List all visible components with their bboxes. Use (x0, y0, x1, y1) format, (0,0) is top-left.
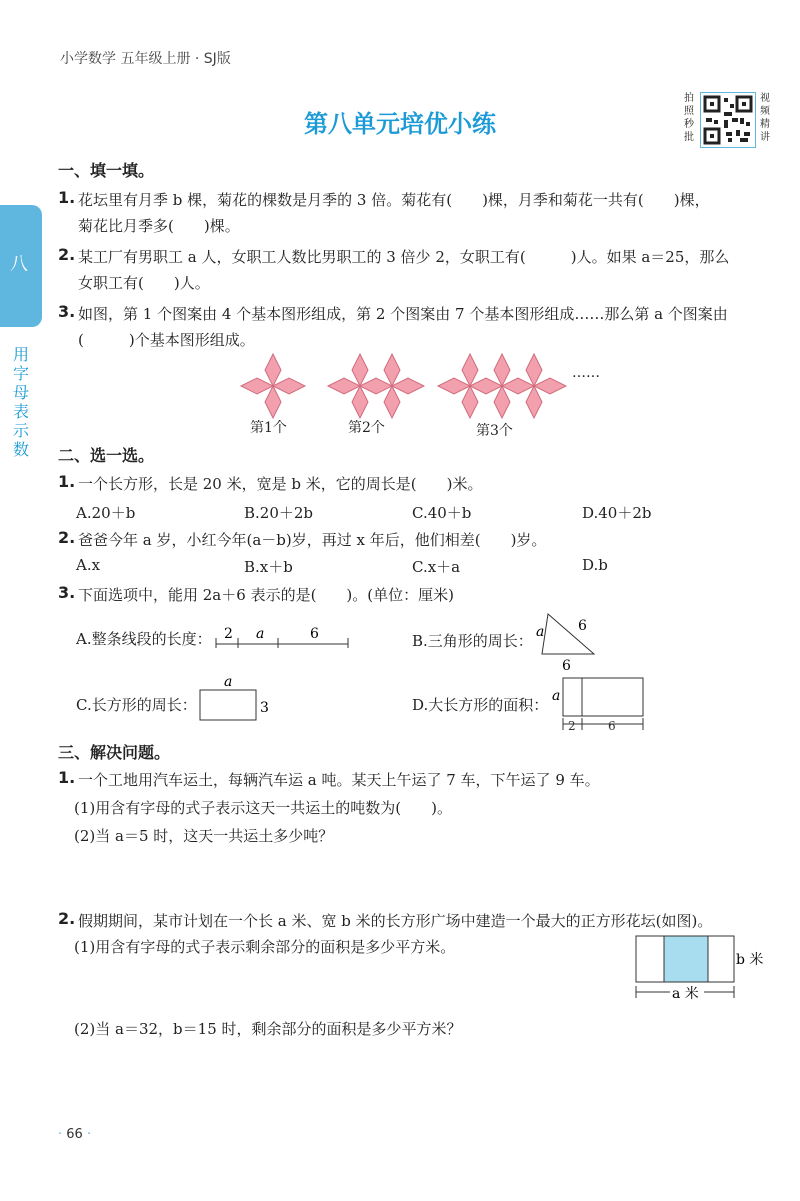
section-heading-fill: 一、填一填。 (58, 161, 155, 180)
rectangle-label-a: a (224, 674, 233, 690)
question-number: 2. (58, 245, 76, 264)
question-number: 2. (58, 909, 76, 928)
question-text: 女职工有( )人。 (78, 274, 210, 292)
option-a[interactable]: A.20＋b (76, 504, 136, 522)
pattern-label-1: 第1个 (250, 420, 287, 436)
sub-question: (1)用含有字母的式子表示这天一共运土的吨数为( )。 (74, 799, 452, 817)
option-d[interactable]: D.大长方形的面积： (412, 696, 549, 714)
triangle-label-a: a (536, 624, 545, 640)
pattern-figure (230, 348, 620, 440)
unit-side-label: 用 字 母 表 示 数 (12, 345, 29, 459)
question-text: 如图，第 1 个图案由 4 个基本图形组成，第 2 个图案由 7 个基本图形组成……那么第 a 个图案由 (78, 305, 728, 323)
question-number: 1. (58, 472, 76, 491)
triangle-figure (530, 608, 610, 672)
question-number: 1. (58, 768, 76, 787)
section-heading-choice: 二、选一选。 (58, 446, 155, 465)
big-rectangle-figure (550, 674, 650, 736)
question-number: 3. (58, 583, 76, 602)
big-rect-label-a: a (552, 688, 561, 704)
question-number: 2. (58, 528, 76, 547)
page-title: 第八单元培优小练 (304, 110, 496, 138)
question-number: 3. (58, 302, 76, 321)
option-c[interactable]: C.x＋a (412, 558, 461, 576)
sub-question: (1)用含有字母的式子表示剩余部分的面积是多少平方米。 (74, 938, 456, 956)
big-rect-label-2: 2 (568, 719, 576, 733)
question-number: 1. (58, 188, 76, 207)
sub-question: (2)当 a＝5 时，这天一共运土多少吨？ (74, 827, 334, 845)
option-a[interactable]: A.整条线段的长度： (76, 630, 212, 648)
question-text: 下面选项中，能用 2a＋6 表示的是( )。(单位：厘米) (78, 586, 454, 604)
page-header: 小学数学 五年级上册 · SJ版 (60, 51, 231, 67)
option-c[interactable]: C.长方形的周长： (76, 696, 197, 714)
pattern-label-3: 第3个 (476, 423, 513, 439)
pattern-label-2: 第2个 (348, 420, 385, 436)
qr-left-label: 拍照秒批 (684, 93, 694, 143)
question-text: 某工厂有男职工 a 人，女职工人数比男职工的 3 倍少 2，女职工有( )人。如果 a＝25，那么 (78, 248, 730, 266)
option-b[interactable]: B.20＋2b (244, 504, 314, 522)
segment-figure (214, 620, 354, 650)
option-b[interactable]: B.三角形的周长： (412, 632, 533, 650)
qr-code-block[interactable] (684, 90, 774, 150)
unit-tab-label: 八 (10, 254, 28, 275)
page-number: · 66 · (58, 1127, 92, 1142)
question-text: 菊花比月季多( )棵。 (78, 217, 240, 235)
segment-label-6: 6 (310, 626, 319, 642)
section-heading-solve: 三、解决问题。 (58, 743, 171, 762)
pattern-ellipsis: …… (572, 365, 600, 381)
triangle-label-base: 6 (562, 658, 571, 672)
pattern-3 (438, 354, 566, 418)
qr-code-icon (700, 92, 756, 148)
plaza-label-a: a 米 (672, 986, 699, 1002)
rectangle-figure (196, 672, 276, 724)
option-d[interactable]: D.b (582, 556, 608, 574)
question-text: 一个长方形，长是 20 米，宽是 b 米，它的周长是( )米。 (78, 475, 483, 493)
triangle-label-side: 6 (578, 618, 587, 634)
sub-question: (2)当 a＝32，b＝15 时，剩余部分的面积是多少平方米？ (74, 1020, 462, 1038)
question-text: 爸爸今年 a 岁，小红今年(a－b)岁，再过 x 年后，他们相差( )岁。 (78, 531, 547, 549)
question-text: 假期期间，某市计划在一个长 a 米、宽 b 米的长方形广场中建造一个最大的正方形花坛(如图)。 (78, 912, 713, 930)
segment-label-a: a (256, 626, 265, 642)
qr-right-label: 视频精讲 (760, 93, 770, 143)
big-rect-label-6: 6 (608, 719, 616, 733)
question-text: 花坛里有月季 b 棵，菊花的棵数是月季的 3 倍。菊花有( )棵，月季和菊花一共有( )棵， (78, 191, 710, 209)
rectangle-label-3: 3 (260, 700, 269, 716)
segment-label-2: 2 (224, 626, 233, 642)
plaza-label-b: b 米 (736, 952, 764, 968)
question-text: ( )个基本图形组成。 (78, 331, 255, 349)
pattern-1 (241, 354, 305, 418)
option-a[interactable]: A.x (76, 556, 101, 574)
option-d[interactable]: D.40＋2b (582, 504, 652, 522)
pattern-2 (328, 354, 424, 418)
question-text: 一个工地用汽车运土，每辆汽车运 a 吨。某天上午运了 7 车，下午运了 9 车。 (78, 771, 600, 789)
option-c[interactable]: C.40＋b (412, 504, 472, 522)
plaza-figure (626, 930, 766, 1006)
option-b[interactable]: B.x＋b (244, 558, 293, 576)
